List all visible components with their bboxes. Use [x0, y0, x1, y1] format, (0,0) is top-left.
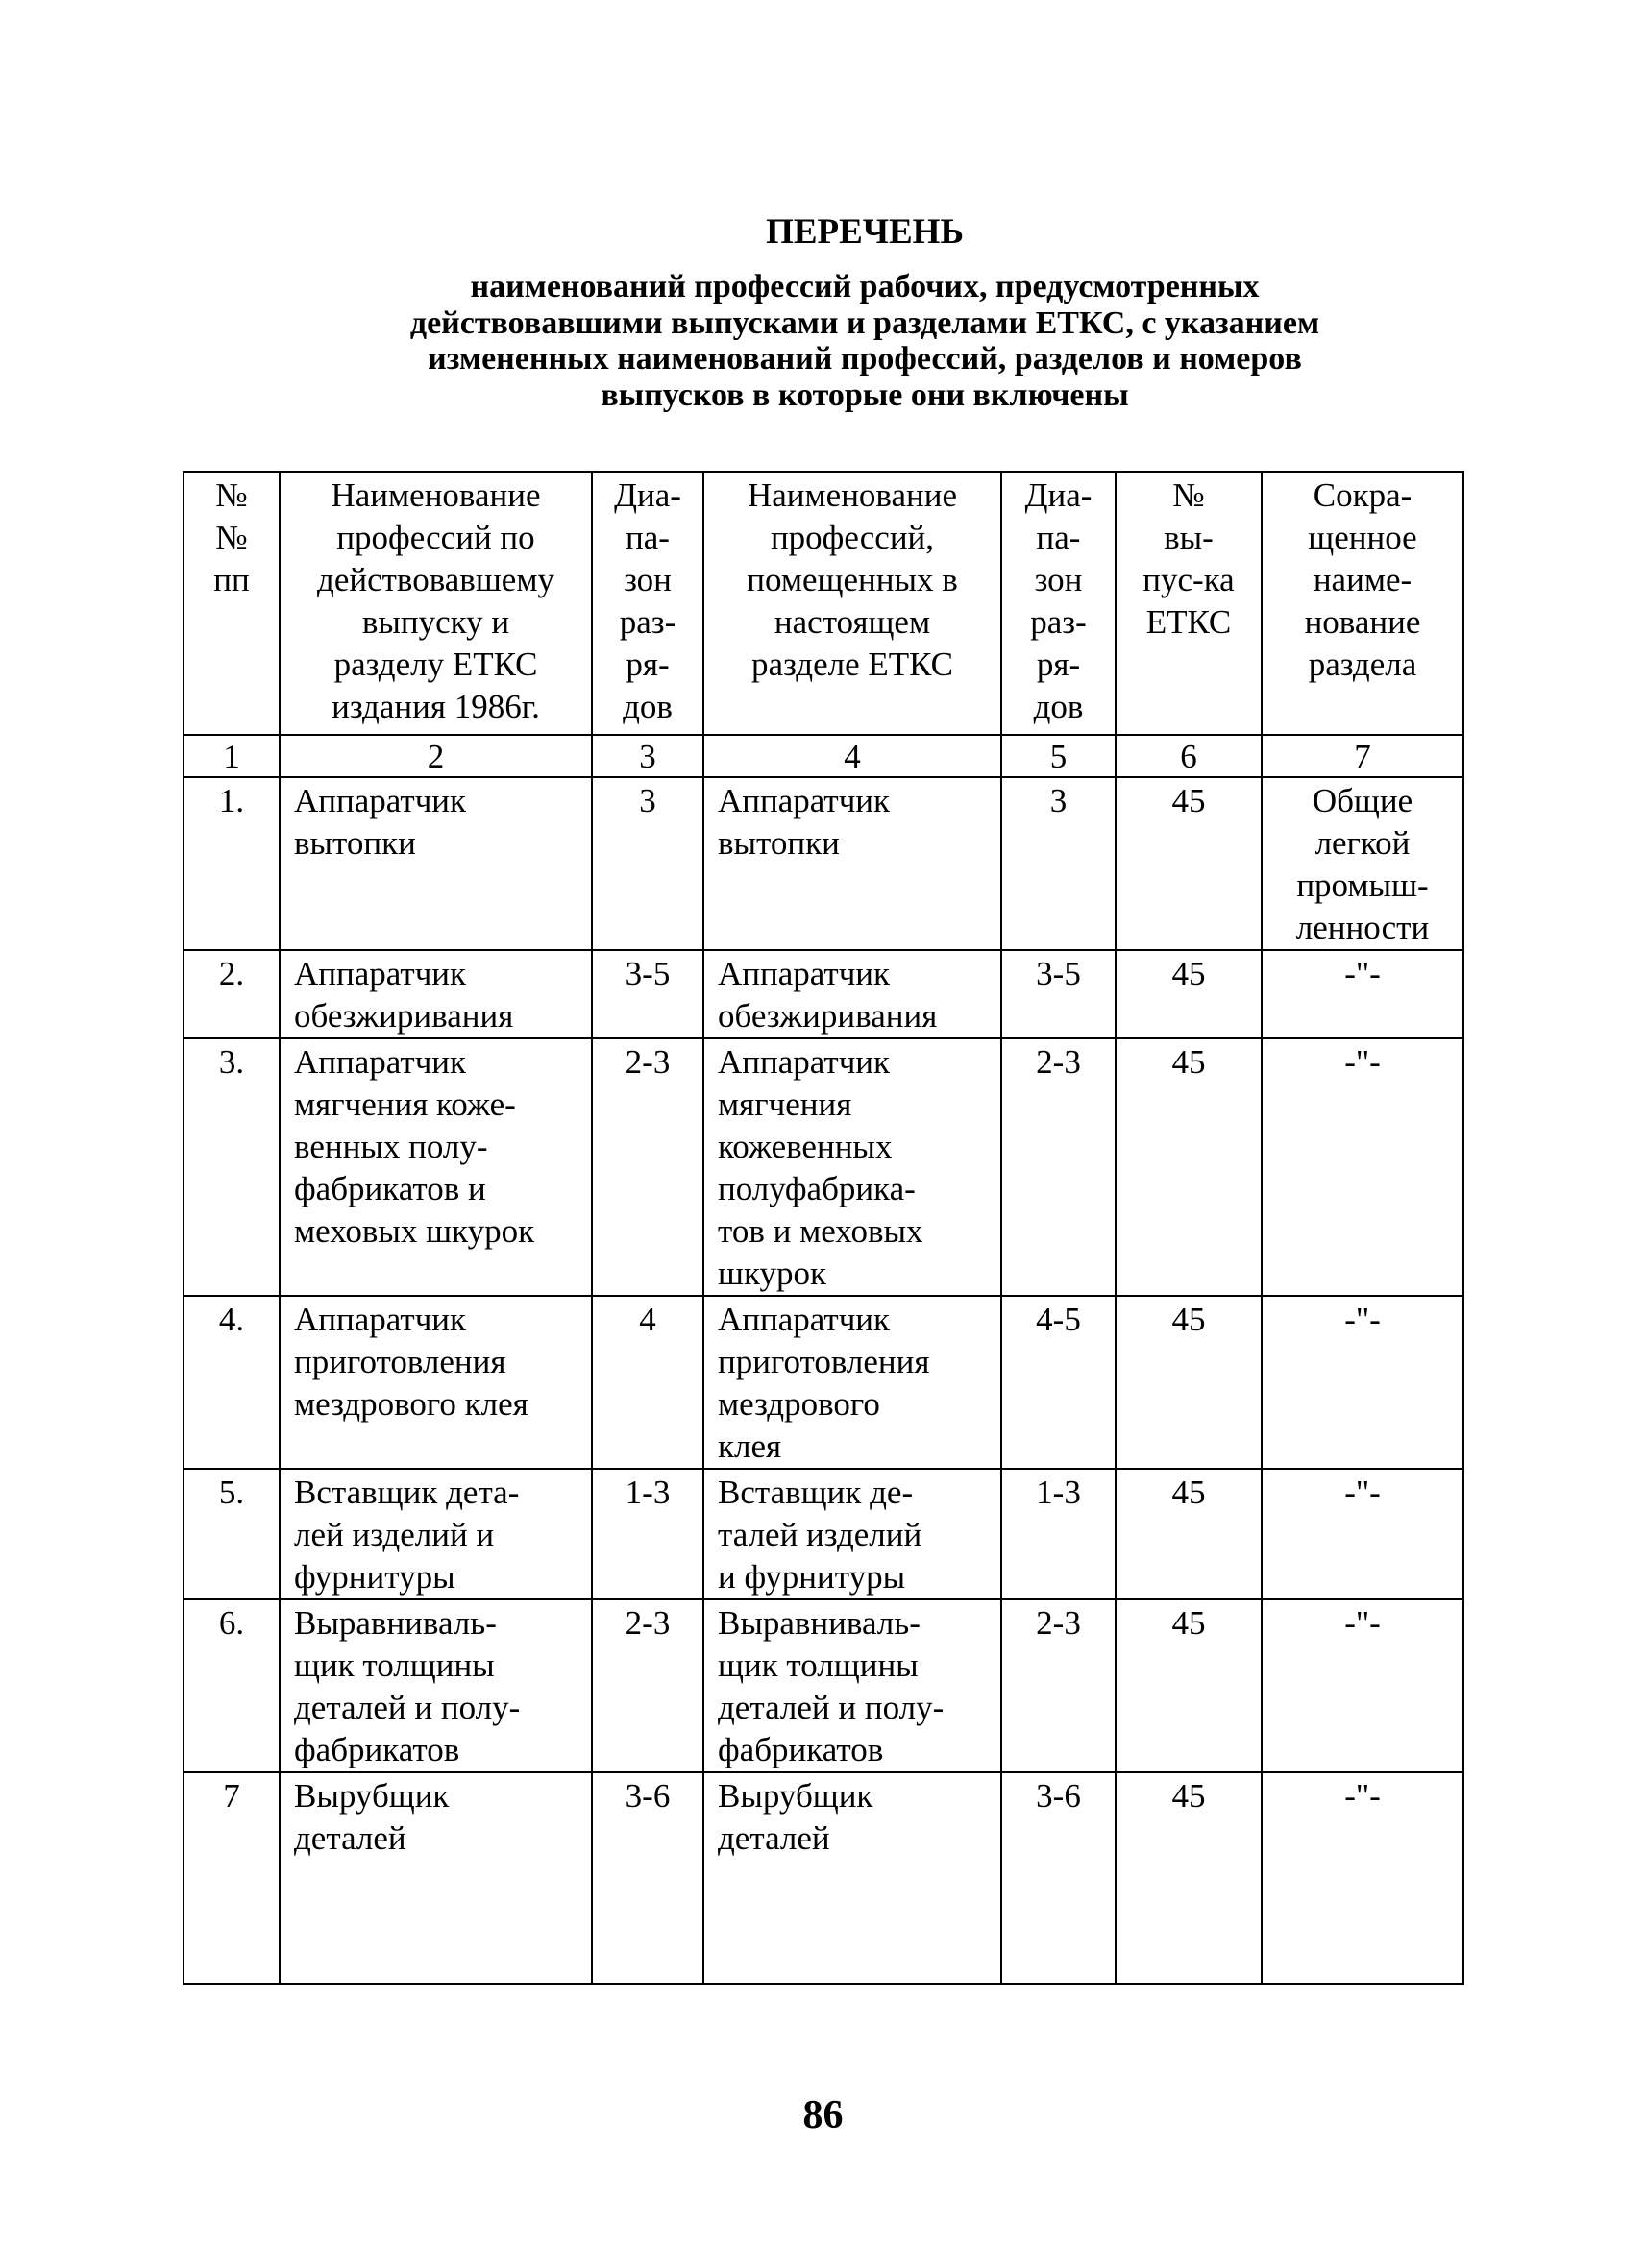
section-name-cell: Общие легкой промыш- ленности — [1262, 777, 1463, 950]
old-profession-cell: Вставщик дета- лей изделий и фурнитуры — [280, 1469, 592, 1599]
issue-number-cell: 45 — [1116, 950, 1262, 1038]
column-number: 3 — [592, 735, 703, 777]
old-range-cell: 3-5 — [592, 950, 703, 1038]
issue-number-cell: 45 — [1116, 1038, 1262, 1296]
column-number: 1 — [184, 735, 280, 777]
new-profession-cell: Аппаратчик обезжиривания — [703, 950, 1001, 1038]
header-cell-issue: № вы- пус-ка ЕТКС — [1116, 472, 1262, 735]
issue-number-cell: 45 — [1116, 1599, 1262, 1772]
new-range-cell: 3 — [1001, 777, 1116, 950]
issue-number-cell: 45 — [1116, 1469, 1262, 1599]
new-range-cell: 1-3 — [1001, 1469, 1116, 1599]
subtitle-line: выпусков в которые они включены — [601, 377, 1129, 413]
section-name-cell: -"- — [1262, 950, 1463, 1038]
new-profession-cell: Вырубщик деталей — [703, 1772, 1001, 1984]
table-row — [184, 777, 1463, 950]
row-number-cell: 1. — [184, 777, 280, 950]
table-row — [184, 1469, 1463, 1599]
row-number-cell: 4. — [184, 1296, 280, 1469]
new-profession-cell: Аппаратчик приготовления мездрового клея — [703, 1296, 1001, 1469]
section-name-cell: -"- — [1262, 1038, 1463, 1296]
row-number-cell: 6. — [184, 1599, 280, 1772]
table-row — [184, 950, 1463, 1038]
column-number-row — [184, 735, 1463, 777]
old-range-cell: 2-3 — [592, 1038, 703, 1296]
issue-number-cell: 45 — [1116, 1296, 1262, 1469]
section-name-cell: -"- — [1262, 1469, 1463, 1599]
document-subtitle — [183, 269, 1547, 413]
table-row — [184, 1772, 1463, 1984]
column-number: 7 — [1262, 735, 1463, 777]
header-cell-new-range: Диа- па- зон раз- ря- дов — [1001, 472, 1116, 735]
old-profession-cell: Аппаратчик обезжиривания — [280, 950, 592, 1038]
column-number: 5 — [1001, 735, 1116, 777]
old-range-cell: 4 — [592, 1296, 703, 1469]
table-row — [184, 1599, 1463, 1772]
new-profession-cell: Вставщик де- талей изделий и фурнитуры — [703, 1469, 1001, 1599]
subtitle-line: действовавшими выпусками и разделами ЕТКС, с указанием — [409, 305, 1320, 341]
header-cell-old-range: Диа- па- зон раз- ря- дов — [592, 472, 703, 735]
section-name-cell: -"- — [1262, 1599, 1463, 1772]
new-range-cell: 4-5 — [1001, 1296, 1116, 1469]
row-number-cell: 3. — [184, 1038, 280, 1296]
issue-number-cell: 45 — [1116, 777, 1262, 950]
new-profession-cell: Аппаратчик вытопки — [703, 777, 1001, 950]
table-row — [184, 1296, 1463, 1469]
document-title: ПЕРЕЧЕНЬ — [766, 212, 964, 252]
old-profession-cell: Выравниваль- щик толщины деталей и полу- фабрикатов — [280, 1599, 592, 1772]
row-number-cell: 2. — [184, 950, 280, 1038]
header-cell-number: № № пп — [184, 472, 280, 735]
old-profession-cell: Вырубщик деталей — [280, 1772, 592, 1984]
header-cell-new-name: Наименование профессий, помещенных в настоящем разделе ЕТКС — [703, 472, 1001, 735]
column-number: 4 — [703, 735, 1001, 777]
new-range-cell: 2-3 — [1001, 1599, 1116, 1772]
new-range-cell: 3-5 — [1001, 950, 1116, 1038]
row-number-cell: 5. — [184, 1469, 280, 1599]
header-cell-section: Сокра- щенное наиме- нование раздела — [1262, 472, 1463, 735]
new-profession-cell: Аппаратчик мягчения кожевенных полуфабрика- тов и меховых шкурок — [703, 1038, 1001, 1296]
new-profession-cell: Выравниваль- щик толщины деталей и полу- фабрикатов — [703, 1599, 1001, 1772]
page-number: 86 — [802, 2093, 844, 2137]
professions-table — [183, 471, 1464, 1985]
old-profession-cell: Аппаратчик мягчения коже- венных полу- фабрикатов и меховых шкурок — [280, 1038, 592, 1296]
old-range-cell: 3 — [592, 777, 703, 950]
old-profession-cell: Аппаратчик приготовления мездрового клея — [280, 1296, 592, 1469]
old-range-cell: 3-6 — [592, 1772, 703, 1984]
section-name-cell: -"- — [1262, 1772, 1463, 1984]
issue-number-cell: 45 — [1116, 1772, 1262, 1984]
row-number-cell: 7 — [184, 1772, 280, 1984]
table-header-row — [184, 472, 1463, 735]
header-cell-old-name: Наименование профессий по действовавшему выпуску и разделу ЕТКС издания 1986г. — [280, 472, 592, 735]
subtitle-line: наименований профессий рабочих, предусмотренных — [470, 269, 1260, 305]
column-number: 2 — [280, 735, 592, 777]
table-row — [184, 1038, 1463, 1296]
section-name-cell: -"- — [1262, 1296, 1463, 1469]
subtitle-line: измененных наименований профессий, разделов и номеров — [428, 341, 1302, 377]
new-range-cell: 3-6 — [1001, 1772, 1116, 1984]
new-range-cell: 2-3 — [1001, 1038, 1116, 1296]
old-profession-cell: Аппаратчик вытопки — [280, 777, 592, 950]
old-range-cell: 1-3 — [592, 1469, 703, 1599]
old-range-cell: 2-3 — [592, 1599, 703, 1772]
column-number: 6 — [1116, 735, 1262, 777]
